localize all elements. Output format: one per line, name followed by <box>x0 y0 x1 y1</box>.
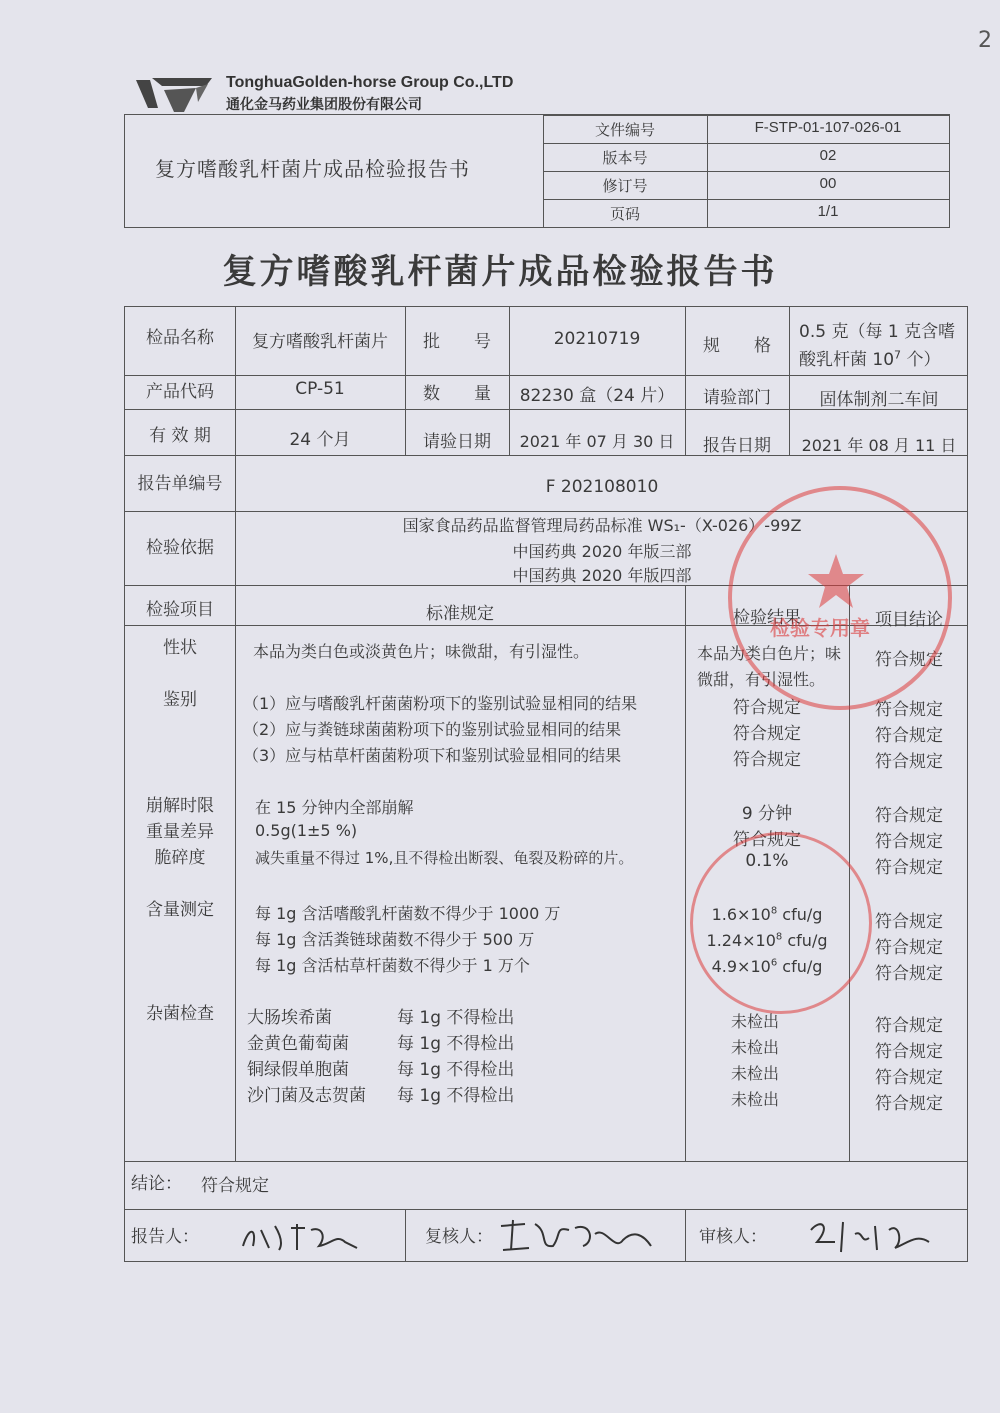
validity-value: 24 个月 <box>289 430 351 450</box>
microbial-result: 未检出 <box>730 1012 779 1031</box>
seal-star-icon <box>806 552 866 612</box>
doc-meta-row <box>543 143 949 172</box>
assay-conclusion: 符合规定 <box>875 912 943 932</box>
doc-meta-row <box>543 171 949 200</box>
reviewer-label: 复核人： <box>425 1227 493 1247</box>
assay-standard: 每 1g 含活枯草杆菌数不得少于 1 万个 <box>255 956 530 975</box>
doc-meta-label: 版本号 <box>602 149 648 167</box>
page-title: 复方嗜酸乳杆菌片成品检验报告书 <box>222 252 778 292</box>
identification-conclusion: 符合规定 <box>875 752 943 772</box>
identification-conclusion: 符合规定 <box>875 700 943 720</box>
basis-label: 检验依据 <box>146 538 214 558</box>
identification-result: 符合规定 <box>733 724 801 744</box>
items-header-result: 检验结果 <box>733 608 801 628</box>
microbial-conclusion: 符合规定 <box>875 1094 943 1114</box>
items-header-item: 检验项目 <box>146 600 214 620</box>
inspection-report-table <box>124 306 968 1210</box>
doc-meta-label: 文件编号 <box>594 121 655 139</box>
disintegration-result: 9 分钟 <box>741 804 793 824</box>
identification-label: 鉴别 <box>163 690 197 710</box>
batch-label: 批 号 <box>423 332 491 352</box>
approver-label: 审核人： <box>699 1227 767 1247</box>
reviewer-signature <box>495 1212 655 1258</box>
appearance-conclusion: 符合规定 <box>875 650 943 670</box>
page-mark: 2 <box>978 28 992 53</box>
microbial-label: 杂菌检查 <box>146 1004 214 1024</box>
basis-line: 中国药典 2020 年版三部 <box>512 542 692 561</box>
microbial-standard: 每 1g 不得检出 <box>397 1008 515 1028</box>
appearance-standard: 本品为类白色或淡黄色片；味微甜，有引湿性。 <box>253 642 590 661</box>
basis-line: 国家食品药品监督管理局药品标准 WS₁-（X-026）-99Z <box>402 516 802 535</box>
disintegration-conclusion: 符合规定 <box>875 806 943 826</box>
friability-conclusion: 符合规定 <box>875 858 943 878</box>
microbial-conclusion: 符合规定 <box>875 1042 943 1062</box>
microbial-conclusion: 符合规定 <box>875 1016 943 1036</box>
microbial-result: 未检出 <box>730 1038 779 1057</box>
assay-conclusion: 符合规定 <box>875 938 943 958</box>
appearance-result: 本品为类白色片；味 <box>697 644 842 663</box>
request-date-label: 请验日期 <box>423 432 491 452</box>
microbial-organism: 铜绿假单胞菌 <box>247 1060 349 1080</box>
golden-horse-logo-icon <box>136 72 212 114</box>
basis-line: 中国药典 2020 年版四部 <box>512 566 692 585</box>
weight-variation-conclusion: 符合规定 <box>875 832 943 852</box>
spec-value-line1: 0.5 克（每 1 克含嗜 <box>799 322 956 342</box>
friability-label: 脆碎度 <box>154 848 206 868</box>
microbial-standard: 每 1g 不得检出 <box>397 1086 515 1106</box>
quantity-value: 82230 盒（24 片） <box>519 386 675 406</box>
friability-result: 0.1% <box>745 851 789 871</box>
approver-signature <box>805 1212 935 1258</box>
microbial-organism: 金黄色葡萄菌 <box>247 1034 349 1054</box>
microbial-organism: 大肠埃希菌 <box>247 1008 332 1028</box>
product-code-label: 产品代码 <box>146 382 214 402</box>
disintegration-label: 崩解时限 <box>146 796 214 816</box>
appearance-result: 微甜，有引湿性。 <box>697 670 826 689</box>
microbial-standard: 每 1g 不得检出 <box>397 1060 515 1080</box>
assay-standard: 每 1g 含活嗜酸乳杆菌数不得少于 1000 万 <box>255 904 561 923</box>
company-name-en: TonghuaGolden-horse Group Co.,LTD <box>226 74 514 91</box>
identification-conclusion: 符合规定 <box>875 726 943 746</box>
reporter-signature <box>235 1216 365 1256</box>
doc-meta-value: 02 <box>819 147 837 164</box>
weight-variation-result: 符合规定 <box>733 830 801 850</box>
identification-result: 符合规定 <box>733 698 801 718</box>
request-dept-label: 请验部门 <box>703 388 771 408</box>
identification-standard: （2）应与粪链球菌菌粉项下的鉴别试验显相同的结果 <box>243 720 622 739</box>
report-date-label: 报告日期 <box>703 436 771 456</box>
conclusion-label: 结论： <box>131 1174 182 1194</box>
document-control-box <box>124 114 950 228</box>
assay-result: $4.9\times 10^6$ cfu/g <box>711 957 823 976</box>
microbial-conclusion: 符合规定 <box>875 1068 943 1088</box>
report-date-value: 2021 年 08 月 11 日 <box>801 436 957 455</box>
request-date-value: 2021 年 07 月 30 日 <box>519 432 675 451</box>
company-header <box>136 68 556 116</box>
validity-label: 有 效 期 <box>149 426 211 446</box>
request-dept-value: 固体制剂二车间 <box>819 390 939 410</box>
batch-value: 20210719 <box>553 329 641 349</box>
doc-meta-row <box>543 199 949 228</box>
weight-variation-label: 重量差异 <box>146 822 214 842</box>
company-seal <box>728 486 952 710</box>
doc-meta-value: F-STP-01-107-026-01 <box>754 119 902 136</box>
doc-meta-value: 00 <box>819 175 837 192</box>
items-header-conclusion: 项目结论 <box>875 610 943 630</box>
quantity-label: 数 量 <box>423 384 491 404</box>
doc-meta-label: 页码 <box>609 205 640 223</box>
spec-value-line2: 酸乳杆菌 $10^7$ 个） <box>799 348 941 370</box>
identification-standard: （3）应与枯草杆菌菌粉项下和鉴别试验显相同的结果 <box>243 746 622 765</box>
identification-standard: （1）应与嗜酸乳杆菌菌粉项下的鉴别试验显相同的结果 <box>243 694 638 713</box>
disintegration-standard: 在 15 分钟内全部崩解 <box>255 798 414 817</box>
assay-result: $1.24\times 10^8$ cfu/g <box>706 931 828 950</box>
product-name-value: 复方嗜酸乳杆菌片 <box>252 332 388 352</box>
appearance-label: 性状 <box>163 638 197 658</box>
signature-row <box>124 1210 968 1262</box>
conclusion-value: 符合规定 <box>201 1176 269 1196</box>
doc-meta-value: 1/1 <box>817 203 839 220</box>
assay-standard: 每 1g 含活粪链球菌数不得少于 500 万 <box>255 930 535 949</box>
reporter-label: 报告人： <box>131 1227 199 1247</box>
doc-meta-row <box>543 115 949 144</box>
hospital-seal <box>690 832 872 1014</box>
assay-conclusion: 符合规定 <box>875 964 943 984</box>
report-no-label: 报告单编号 <box>137 474 223 494</box>
product-code-value: CP-51 <box>295 379 345 399</box>
doc-meta-label: 修订号 <box>602 177 648 195</box>
microbial-result: 未检出 <box>730 1090 779 1109</box>
assay-label: 含量测定 <box>146 900 214 920</box>
friability-standard: 减失重量不得过 1%,且不得检出断裂、龟裂及粉碎的片。 <box>255 849 634 867</box>
items-header-standard: 标准规定 <box>426 604 494 624</box>
identification-result: 符合规定 <box>733 750 801 770</box>
product-name-label: 检品名称 <box>146 328 214 348</box>
microbial-organism: 沙门菌及志贺菌 <box>247 1086 366 1106</box>
assay-result: $1.6\times 10^8$ cfu/g <box>711 905 823 924</box>
report-no-value: F 202108010 <box>545 477 659 497</box>
microbial-result: 未检出 <box>730 1064 779 1083</box>
company-name-cn: 通化金马药业集团股份有限公司 <box>226 97 422 113</box>
seal-text: 检验专用章 <box>770 616 870 640</box>
microbial-standard: 每 1g 不得检出 <box>397 1034 515 1054</box>
weight-variation-standard: 0.5g(1±5 %) <box>255 821 358 840</box>
doc-header-title: 复方嗜酸乳杆菌片成品检验报告书 <box>155 157 470 181</box>
spec-label: 规 格 <box>703 336 771 356</box>
